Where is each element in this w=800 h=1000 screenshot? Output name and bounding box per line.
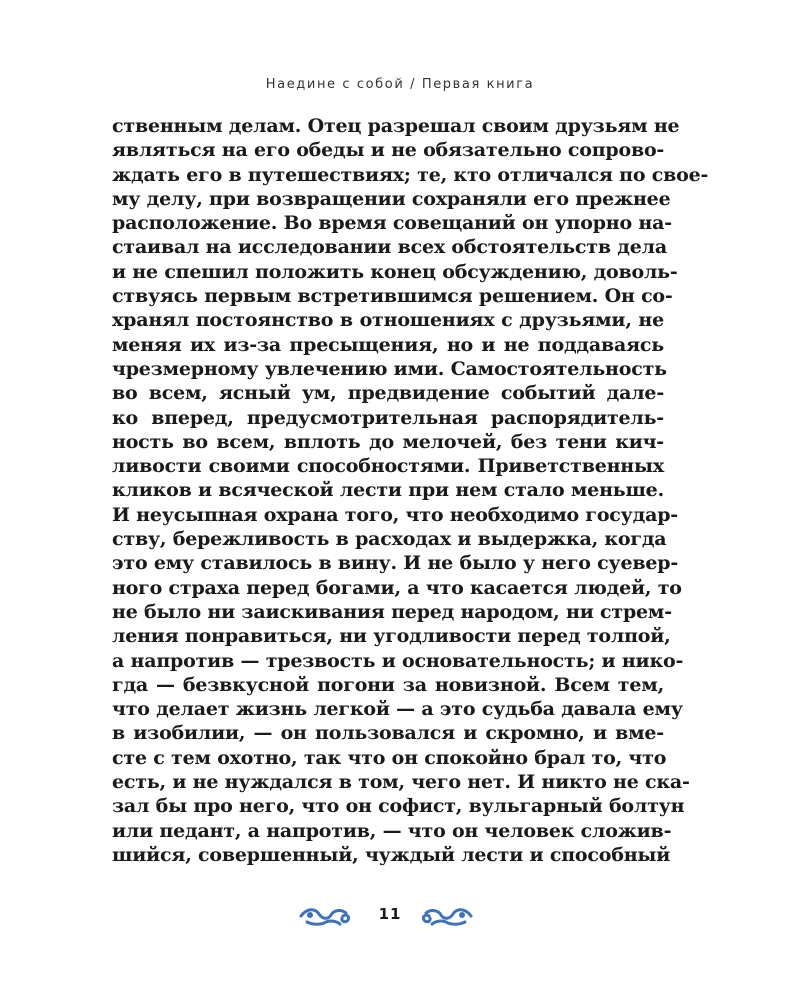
text-line: ность во всем, вплоть до мелочей, без тени кич- <box>112 430 664 453</box>
text-line: зал бы про него, что он софист, вульгарный болтун <box>112 795 685 818</box>
wave-ornament-right-icon <box>421 903 473 929</box>
text-line: ждать его в путешествиях; те, кто отличался по свое- <box>112 163 709 186</box>
text-line: ного страха перед богами, а что касается людей, то <box>112 576 682 599</box>
text-line: что делает жизнь легкой — а это судьба давала ему <box>112 698 683 721</box>
text-line: гда — безвкусной погони за новизной. Всем тем, <box>112 673 664 696</box>
text-line: а напротив — трезвость и основательность; и нико- <box>112 649 684 672</box>
text-line: ственным делам. Отец разрешал своим друзьям не <box>112 115 680 137</box>
text-line: есть, и не нуждался в том, чего нет. И никто не ска- <box>112 771 690 794</box>
text-line: И неусыпная охрана того, что необходимо государ- <box>112 503 678 526</box>
text-line: ству, бережливость в расходах и выдержка, когда <box>112 528 667 551</box>
text-line: и не спешил положить конец обсуждению, доволь- <box>112 260 678 283</box>
text-line: сте с тем охотно, так что он спокойно брал то, что <box>112 746 667 769</box>
text-line: во всем, ясный ум, предвидение событий дале- <box>112 382 664 405</box>
text-line: шийся, совершенный, чуждый лести и способный <box>112 843 671 866</box>
text-line: расположение. Во время совещаний он упорно на- <box>112 212 672 235</box>
text-line: или педант, а напротив, — что он человек сложив- <box>112 819 672 842</box>
text-line: ко вперед, предусмотрительная распорядитель- <box>112 406 664 429</box>
text-line: в изобилии, — он пользовался и скромно, и вме- <box>112 722 664 745</box>
text-line: чрезмерному увлечению ими. Самостоятельность <box>112 357 667 380</box>
text-line: это ему ставилось в вину. И не было у него суевер- <box>112 552 679 575</box>
text-line: являться на его обеды и не обязательно сопрово- <box>112 139 665 162</box>
text-line: ствуясь первым встретившимся решением. Он со- <box>112 285 673 308</box>
wave-ornament-left-icon <box>299 903 351 929</box>
page-body <box>112 114 709 867</box>
text-line: не было ни заискивания перед народом, ни стрем- <box>112 600 672 623</box>
running-title: Наедине с собой / Первая книга <box>265 77 535 92</box>
page-footer <box>0 901 800 931</box>
text-line: хранял постоянство в отношениях с друзьями, не <box>112 309 664 332</box>
text-line: му делу, при возвращении сохраняли его прежнее <box>112 187 671 210</box>
text-line: ливости своими способностями. Приветственных <box>112 455 664 478</box>
text-line: ления понравиться, ни угодливости перед толпой, <box>112 625 671 648</box>
page-number: 11 <box>378 905 402 923</box>
text-line: меняя их из-за пресыщения, но и не поддаваясь <box>112 333 664 356</box>
text-line: стаивал на исследовании всех обстоятельств дела <box>112 236 667 259</box>
text-line: кликов и всяческой лести при нем стало меньше. <box>112 479 664 502</box>
